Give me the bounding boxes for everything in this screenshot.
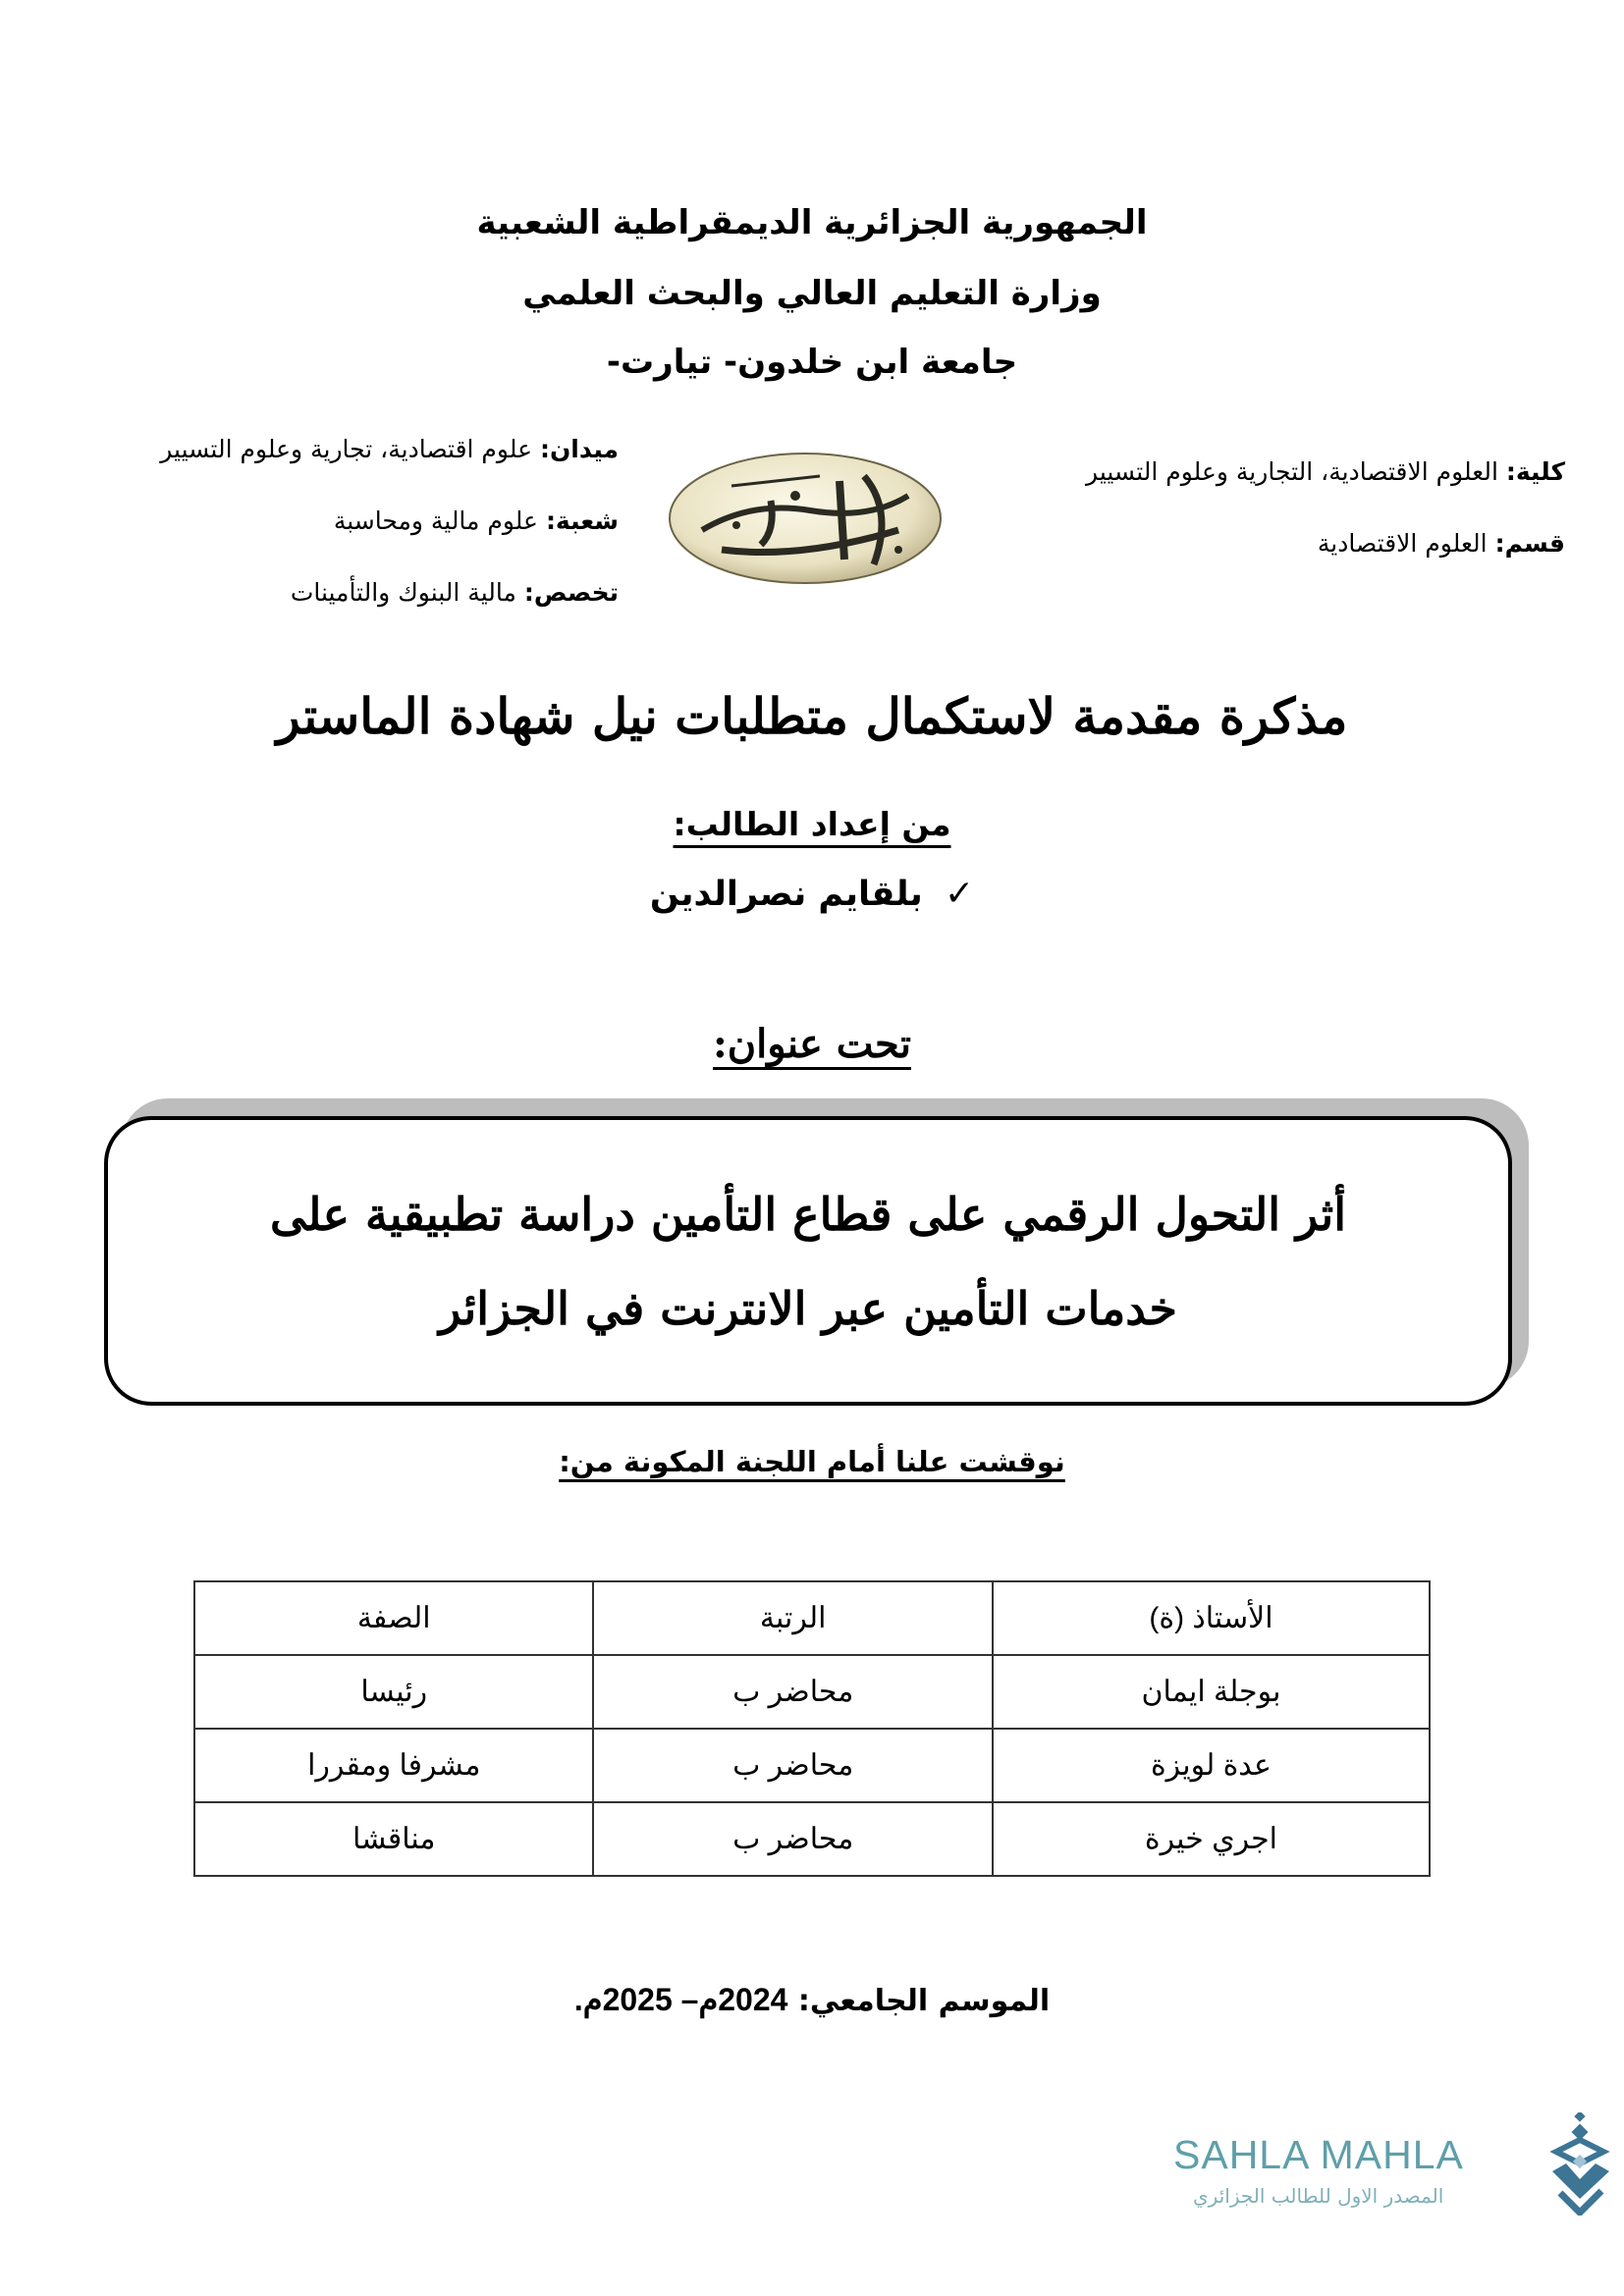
academic-year-label: الموسم الجامعي: [797, 1984, 1051, 2018]
cell-rank: محاضر ب [593, 1729, 992, 1802]
checkmark-icon: ✓ [944, 874, 975, 914]
thesis-title-line-2: خدمات التأمين عبر الانترنت في الجزائر [439, 1281, 1177, 1335]
specialty-label: تخصص: [523, 578, 619, 607]
watermark-tagline: المصدر الاول للطالب الجزائري [1193, 2184, 1444, 2208]
cell-name: عدة لويزة [993, 1729, 1430, 1802]
field-value: علوم اقتصادية، تجارية وعلوم التسيير [160, 435, 533, 463]
watermark-brand: SAHLA MAHLA [1173, 2132, 1464, 2177]
field-line [128, 437, 619, 461]
ministry-name: وزارة التعليم العالي والبحث العلمي [522, 274, 1102, 313]
committee-heading-label: نوقشت علنا أمام اللجنة المكونة من: [559, 1445, 1065, 1478]
column-header-professor: الأستاذ (ة) [993, 1581, 1430, 1655]
cell-rank: محاضر ب [593, 1802, 992, 1876]
prepared-by-heading [0, 805, 1624, 843]
faculty-line [996, 459, 1565, 484]
table-row [194, 1655, 1430, 1729]
branch-label: شعبة: [545, 507, 619, 535]
column-header-rank: الرتبة [593, 1581, 992, 1655]
specialty-line [128, 580, 619, 605]
under-title-label: تحت عنوان: [712, 1021, 911, 1067]
memo-title: مذكرة مقدمة لاستكمال متطلبات نيل شهادة الماستر [276, 687, 1348, 745]
prepared-by-label: من إعداد الطالب: [673, 805, 951, 843]
column-header-role: الصفة [194, 1581, 593, 1655]
university-logo-icon [663, 442, 947, 589]
cell-name: بوجلة ايمان [993, 1655, 1430, 1729]
branch-value: علوم مالية ومحاسبة [333, 507, 538, 535]
branch-line [128, 508, 619, 533]
university-name: جامعة ابن خلدون- تيارت- [606, 343, 1018, 382]
specialty-value: مالية البنوك والتأمينات [290, 578, 516, 607]
cell-rank: محاضر ب [593, 1655, 992, 1729]
student-line [0, 874, 1624, 914]
cell-role: مناقشا [194, 1802, 593, 1876]
cell-role: رئيسا [194, 1655, 593, 1729]
table-row [194, 1802, 1430, 1876]
academic-year-value: 2024م– 2025م. [573, 1982, 788, 2017]
academic-year [0, 1981, 1624, 2018]
field-label: ميدان: [539, 435, 619, 463]
program-info [128, 437, 619, 652]
cell-name: اجري خيرة [993, 1802, 1430, 1876]
thesis-title-box [104, 1116, 1512, 1406]
sahla-mahla-logo-icon [1546, 2112, 1615, 2216]
faculty-label: كلية: [1505, 457, 1565, 486]
republic-name: الجمهورية الجزائرية الديمقراطية الشعبية [476, 203, 1148, 242]
committee-heading [0, 1445, 1624, 1478]
department-label: قسم: [1494, 529, 1565, 558]
faculty-info [996, 459, 1565, 603]
student-name: بلقايم نصرالدين [649, 875, 923, 914]
table-row [194, 1729, 1430, 1802]
cell-role: مشرفا ومقررا [194, 1729, 593, 1802]
committee-table [193, 1580, 1431, 1877]
faculty-value: العلوم الاقتصادية، التجارية وعلوم التسيير [1086, 457, 1498, 486]
table-header-row [194, 1581, 1430, 1655]
sahla-mahla-watermark [1173, 2110, 1615, 2218]
department-line [996, 531, 1565, 556]
under-title-heading [0, 1021, 1624, 1067]
department-value: العلوم الاقتصادية [1317, 529, 1488, 558]
thesis-title-line-1: أثر التحول الرقمي على قطاع التأمين دراسة تطبيقية على [270, 1187, 1346, 1241]
